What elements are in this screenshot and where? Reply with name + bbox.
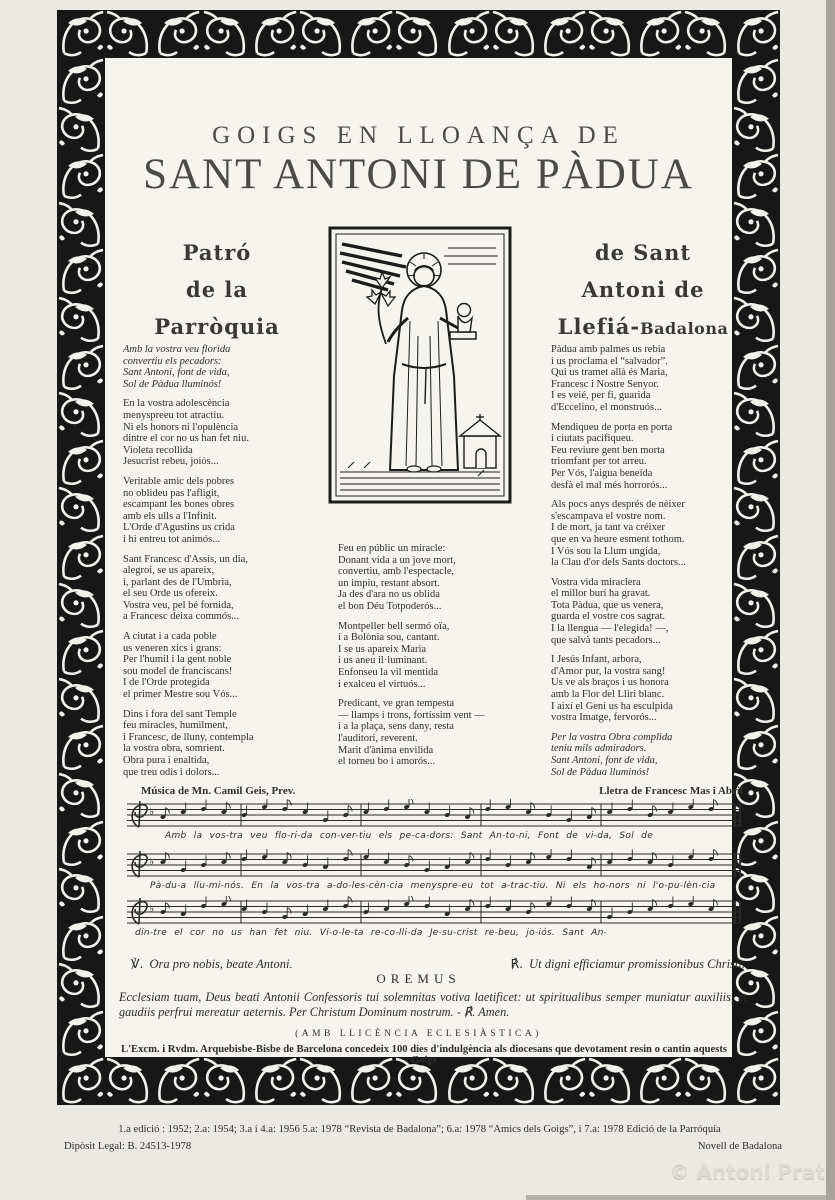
stanza: Als pocs anys després de néixer s'escampava el vostre nom. I de mort, ja tant va créixer que en va heure esment tothom. I Vós sou la Llum ungida, la Clau d'or dels Sants doctors...: [551, 499, 686, 569]
oremus-heading: OREMUS: [376, 971, 461, 986]
verse-column-right: [551, 344, 757, 786]
treble-clef-icon: [132, 851, 147, 877]
heading-left: [108, 234, 326, 345]
heading-right-line1: de Sant: [594, 240, 692, 265]
border-tile: [105, 10, 153, 58]
stanza: Montpeller bell sermó oïa, i a Bolònia sou, cantant. I se us apareix Maria i us aneu il·luminant. Enfonseu la vil mentida i exalceu el virtuós...: [338, 620, 450, 690]
versicle-response-row: [123, 956, 745, 972]
treble-clef-icon: [132, 898, 147, 924]
saint-anthony-woodcut: [328, 226, 512, 504]
latin-prayer: Ecclesiam tuam, Deus beati Antonii Confessoris tui solemnitas votiva laetificet: ut spiritualibus semper muniatur auxiliis, et gaudiis perfrui mereatur aeternis. Per Christum Dominum nostrum. - ℟. Amen.: [119, 990, 747, 1019]
indulgence-note: L'Excm. i Rvdm. Arquebisbe-Bisbe de Barcelona concedeix 100 dies d'indulgència als diocesans que devotament resin o cantin aquests Goigs: [121, 1044, 727, 1066]
border-tile: [57, 1010, 105, 1057]
stanza: Feu en públic un miracle: Donant vida a un jove mort, convertiu, amb l'espectacle, un impiu, restant absort. Ja des d'ara no us oblida el bon Déu Totpoderós...: [338, 543, 456, 612]
response: ℟. Ut digni efficiamur promissionibus Christi.: [510, 956, 745, 971]
music-staff-3: [123, 896, 745, 926]
border-tile: [491, 10, 539, 58]
editions-line: 1.a edició : 1952; 2.a: 1954; 3.a i 4.a: 1956 5.a: 1978 “Revista de Badalona”; 6.a: 1978 “Amics dels Goigs”, i 7.a: 1978 Edició de la Parróquia: [118, 1124, 721, 1135]
border-tile: [346, 10, 394, 58]
border-tile: [57, 772, 105, 820]
music-credits: [123, 785, 745, 797]
ecclesiastical-license: (AMB LLICÈNCIA ECLESIÀSTICA): [295, 1029, 542, 1039]
border-tile: [57, 867, 105, 915]
staff-lyrics-3: din-tre el cor no us han fet niu. Vi-o-le-ta re-co-lli-da Je-su-crist re-beu, jo-iós. Sant An-: [135, 928, 608, 938]
heading-left-line1: Patró: [182, 240, 252, 265]
border-tile: [394, 10, 442, 58]
page-title: SANT ANTONI DE PÀDUA: [143, 151, 694, 198]
border-tile: [57, 391, 105, 439]
border-tile: [57, 724, 105, 772]
border-tile: [683, 10, 731, 58]
border-tile: [57, 10, 105, 58]
paper-edge-shadow-bottom: [526, 1195, 826, 1200]
border-tile: [443, 10, 491, 58]
flat-icon: ♭: [149, 805, 155, 818]
publisher: Novell de Badalona: [697, 1141, 782, 1152]
border-tile: [57, 962, 105, 1010]
flat-icon: ♭: [149, 855, 155, 868]
border-tile: [202, 10, 250, 58]
border-tile: [153, 10, 201, 58]
stanza: Amb la vostra veu florida convertiu els pecadors: Sant Antoni, font de vida, Sol de Pàdua lluminós!: [123, 344, 231, 390]
border-tile: [57, 915, 105, 963]
flat-icon: ♭: [149, 902, 155, 915]
heading-right-line2: Antoni de: [581, 277, 705, 302]
border-tile: [57, 629, 105, 677]
treble-clef-icon: [132, 801, 147, 827]
border-tile: [732, 58, 780, 106]
border-tile: [539, 10, 587, 58]
heading-right: [534, 234, 752, 347]
border-tile: [635, 10, 683, 58]
heading-left-line3: Parròquia: [154, 314, 280, 339]
border-tile: [57, 248, 105, 296]
verse-column-middle: [338, 543, 554, 776]
border-tile: [57, 106, 105, 154]
legal-deposit: Dipòsit Legal: B. 24513-1978: [64, 1141, 192, 1152]
border-tile: [57, 677, 105, 725]
border-tile: [250, 10, 298, 58]
border-tile: [57, 58, 105, 106]
stanza: Per la vostra Obra complida teniu mils admiradors. Sant Antoni, font de vida, Sol de Pàdua lluminós!: [551, 731, 673, 778]
response-icon: ℟.: [510, 956, 524, 971]
border-tile: [298, 10, 346, 58]
stanza: Vostra vida miraclera el millor burí ha gravat. Tota Pàdua, que us venera, guarda el vostre cos sagrat. I la llengua — l'elegida! —, que salvà tants pecadors...: [551, 576, 669, 646]
border-tile: [57, 1057, 105, 1105]
border-tile: [57, 820, 105, 868]
heading-right-line3: Llefiá-Badalona: [557, 314, 729, 339]
stanza: Dins i fora del sant Temple feu miracles, humilment, i Francesc, de lluny, contempla la vostra obra, somrient. Obra pura i enaltida, que treu odis i dolors...: [123, 708, 254, 778]
border-tile: [732, 106, 780, 154]
stanza: Mendiqueu de porta en porta i ciutats pacifiqueu. Feu reviure gent ben morta triomfant per tot arreu. Per Vós, l'aigua beneïda desfà el mal més horrorós...: [551, 421, 673, 491]
lyrics-credit: Lletra de Francesc Mas i Abril: [599, 785, 743, 797]
border-tile: [587, 10, 635, 58]
border-tile: [57, 201, 105, 249]
frame-strip-left: [57, 58, 105, 1057]
border-tile: [57, 153, 105, 201]
stanza: Sant Francesc d'Assís, un dia, alegroi, se us apareix, i, parlant des de l'Umbria, el seu Orde us ofereix. Vostra veu, pel bé fornida, a Francesc deixa commós...: [123, 553, 248, 623]
border-tile: [57, 296, 105, 344]
border-tile: [57, 439, 105, 487]
frame-strip-top: [57, 10, 780, 58]
music-credit: Música de Mn. Camil Geis, Prev.: [141, 785, 296, 797]
stanza: I Jesús Infant, arbora, d'Amor pur, la vostra sang! Us ve als braços i us honora amb la Flor del Lliri blanc. I així el Geni us ha esculpida vostra Imatge, fervorós...: [551, 654, 673, 724]
staff-lyrics-2: Pà-du-a llu-mi-nós. En la vos-tra a-do-les-cèn-cia menyspre-eu tot a-trac-tiu. Ni els ho-nors ni l'o-pu-lèn-cia: [150, 881, 716, 891]
border-tile: [57, 534, 105, 582]
border-tile: [732, 10, 780, 58]
versicle-icon: ℣.: [131, 956, 144, 971]
verse-column-left: [123, 344, 329, 786]
stanza: Predicant, ve gran tempesta — llamps i trons, fortíssim vent — i a la plaça, sens dany, resta l'auditori, reverent. Marit d'ànima envilida el torneu bo i amorós...: [338, 698, 485, 768]
music-staff-2: [123, 849, 745, 879]
paper-edge-shadow: [826, 0, 835, 1200]
title-kicker: GOIGS EN LLOANÇA DE: [212, 122, 625, 149]
heading-left-line2: de la: [186, 277, 248, 302]
border-tile: [57, 344, 105, 392]
border-tile: [732, 153, 780, 201]
colophon-row: [64, 1141, 782, 1152]
stanza: A ciutat i a cada poble us veneren xics i grans: Per l'humil i la gent noble sou model de franciscans! I de l'Orde protegida el primer Mestre sou Vós...: [123, 631, 238, 701]
staff-lyrics-1: Amb la vos-tra veu flo-ri-da con-ver-tiu els pe-ca-dors: Sant An-to-ni, Font de vi-da, Sol de: [165, 831, 654, 841]
music-staff-1: [123, 799, 745, 829]
border-tile: [57, 486, 105, 534]
stanza: En la vostra adolescència menyspreeu tot atractiu. Ni els honors ni l'opulència dintre el cor no us han fet niu. Violeta recollida Jesucrist rebeu, joiós...: [123, 398, 249, 468]
copyright-watermark: © Antoni Prat: [669, 1160, 825, 1184]
border-tile: [57, 582, 105, 630]
versicle: ℣. Ora pro nobis, beate Antoni.: [131, 956, 293, 971]
stanza: Pàdua amb palmes us rebia i us proclama el “salvador”. Qui us tramet allà és Maria, Francesc i Nostre Senyor. I es veié, per fi, guarida d'Eccelino, el monstruós...: [551, 344, 668, 413]
stanza: Veritable amic dels pobres no oblideu pas l'afligit, escampant les bones obres amb els ulls a l'Infinit. L'Orde d'Agustins us crida i hi entreu tot animós...: [123, 475, 235, 545]
